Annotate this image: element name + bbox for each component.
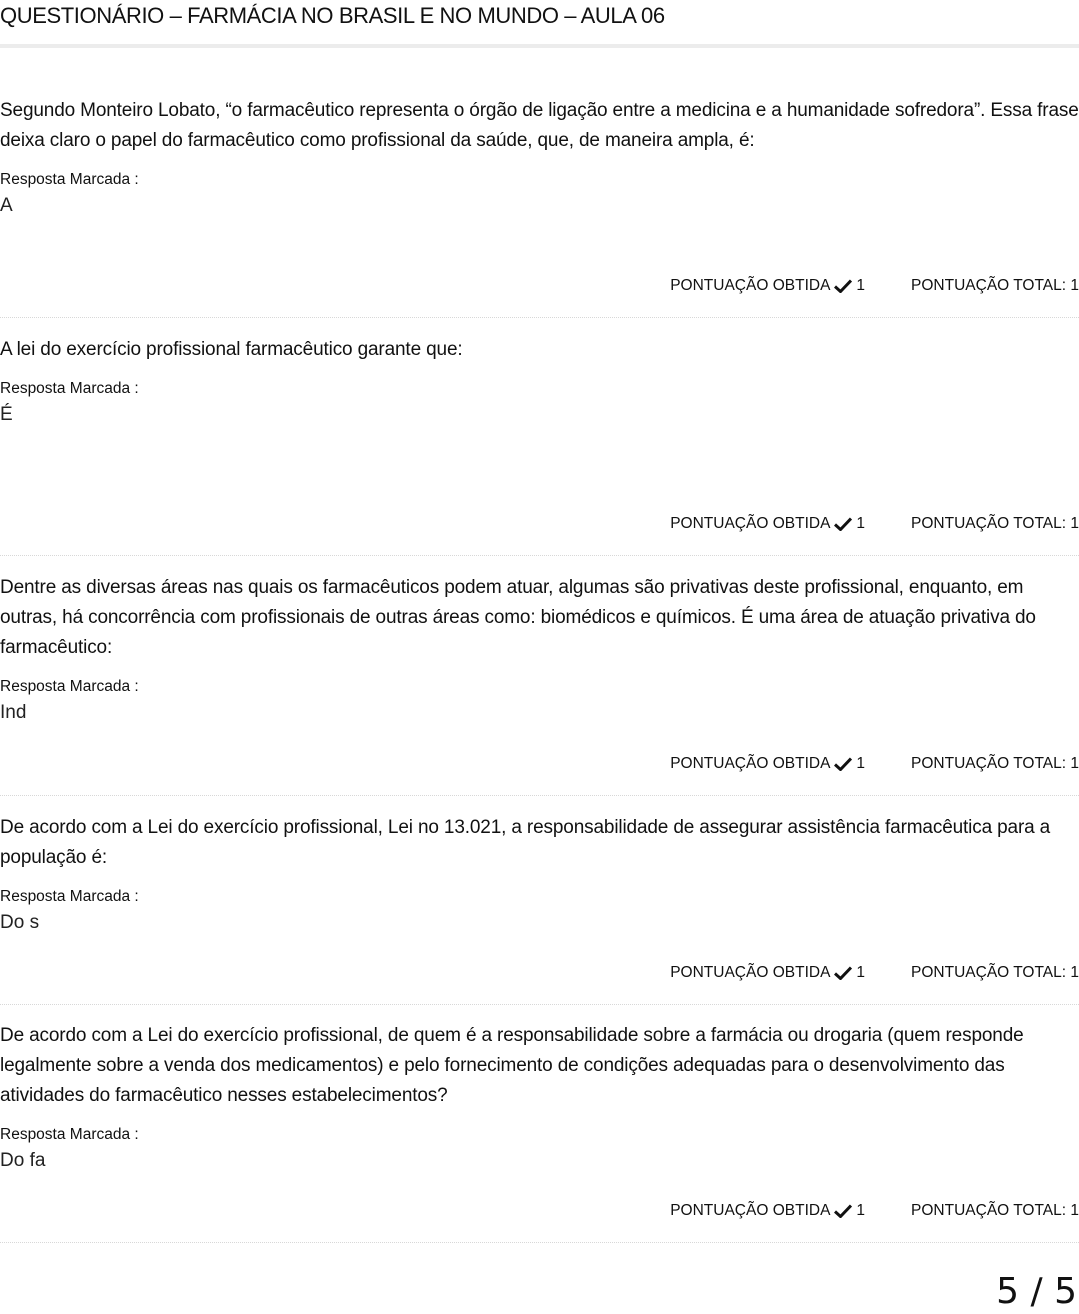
answer-label: Resposta Marcada : — [0, 171, 139, 188]
question-divider — [0, 317, 1079, 318]
check-icon — [834, 757, 852, 771]
score-obtained-value: 1 — [856, 1202, 866, 1219]
score-total: PONTUAÇÃO TOTAL: 1 — [911, 964, 1079, 981]
title-divider — [0, 44, 1079, 48]
question-text: Dentre as diversas áreas nas quais os farmacêuticos podem atuar, algumas são privativas deste profissional, enquanto, em outras, há concorrência com profissionais de outras áreas como: biomédicos e químicos. É uma área de atuação privativa do farmacêutico: — [0, 577, 1036, 658]
score-total: PONTUAÇÃO TOTAL: 1 — [911, 277, 1079, 294]
score-obtained-value: 1 — [856, 964, 866, 981]
page-counter: 5 / 5 — [996, 1271, 1077, 1312]
answer-label: Resposta Marcada : — [0, 888, 139, 905]
answer-value: Do s — [0, 912, 40, 933]
answer-label: Resposta Marcada : — [0, 678, 139, 695]
score-obtained — [670, 963, 865, 983]
score-obtained-label: PONTUAÇÃO OBTIDA — [670, 1202, 831, 1219]
question-5 — [0, 1021, 1079, 1173]
question-3 — [0, 573, 1079, 725]
answer-label: Resposta Marcada : — [0, 1126, 139, 1143]
score-obtained-value: 1 — [856, 277, 866, 294]
question-divider — [0, 1004, 1079, 1005]
score-row — [670, 1201, 1079, 1221]
score-row — [670, 514, 1079, 534]
page-title: QUESTIONÁRIO – FARMÁCIA NO BRASIL E NO MUNDO – AULA 06 — [0, 3, 665, 28]
question-text: A lei do exercício profissional farmacêutico garante que: — [0, 339, 463, 360]
score-obtained — [670, 1201, 865, 1221]
question-text: Segundo Monteiro Lobato, “o farmacêutico representa o órgão de ligação entre a medicina e a humanidade sofredora”. Essa frase deixa claro o papel do farmacêutico como profissional da saúde, que, de maneira ampla, é: — [0, 100, 1079, 151]
question-text: De acordo com a Lei do exercício profissional, Lei no 13.021, a responsabilidade de assegurar assistência farmacêutica para a população é: — [0, 817, 1051, 868]
question-1 — [0, 96, 1079, 218]
question-text: De acordo com a Lei do exercício profissional, de quem é a responsabilidade sobre a farmácia ou drogaria (quem responde legalmente sobre a venda dos medicamentos) e pelo fornecimento de condições adequadas para o desenvolvimento das atividades do farmacêutico nesses estabelecimentos? — [0, 1025, 1024, 1106]
answer-value: Do fa — [0, 1150, 46, 1171]
question-divider — [0, 1242, 1079, 1243]
score-total: PONTUAÇÃO TOTAL: 1 — [911, 515, 1079, 532]
check-icon — [834, 279, 852, 293]
score-obtained — [670, 754, 865, 774]
check-icon — [834, 966, 852, 980]
question-4 — [0, 813, 1079, 935]
question-divider — [0, 795, 1079, 796]
score-obtained — [670, 276, 865, 296]
answer-value: É — [0, 404, 13, 425]
score-total: PONTUAÇÃO TOTAL: 1 — [911, 755, 1079, 772]
score-obtained-label: PONTUAÇÃO OBTIDA — [670, 277, 831, 294]
question-divider — [0, 555, 1079, 556]
score-row — [670, 963, 1079, 983]
score-obtained-label: PONTUAÇÃO OBTIDA — [670, 755, 831, 772]
answer-value: Ind — [0, 702, 27, 723]
answer-label: Resposta Marcada : — [0, 380, 139, 397]
check-icon — [834, 517, 852, 531]
score-total: PONTUAÇÃO TOTAL: 1 — [911, 1202, 1079, 1219]
score-obtained — [670, 514, 865, 534]
score-row — [670, 276, 1079, 296]
score-row — [670, 754, 1079, 774]
question-2 — [0, 335, 1079, 427]
score-obtained-value: 1 — [856, 755, 866, 772]
score-obtained-label: PONTUAÇÃO OBTIDA — [670, 515, 831, 532]
answer-value: A — [0, 195, 13, 216]
score-obtained-value: 1 — [856, 515, 866, 532]
score-obtained-label: PONTUAÇÃO OBTIDA — [670, 964, 831, 981]
check-icon — [834, 1204, 852, 1218]
